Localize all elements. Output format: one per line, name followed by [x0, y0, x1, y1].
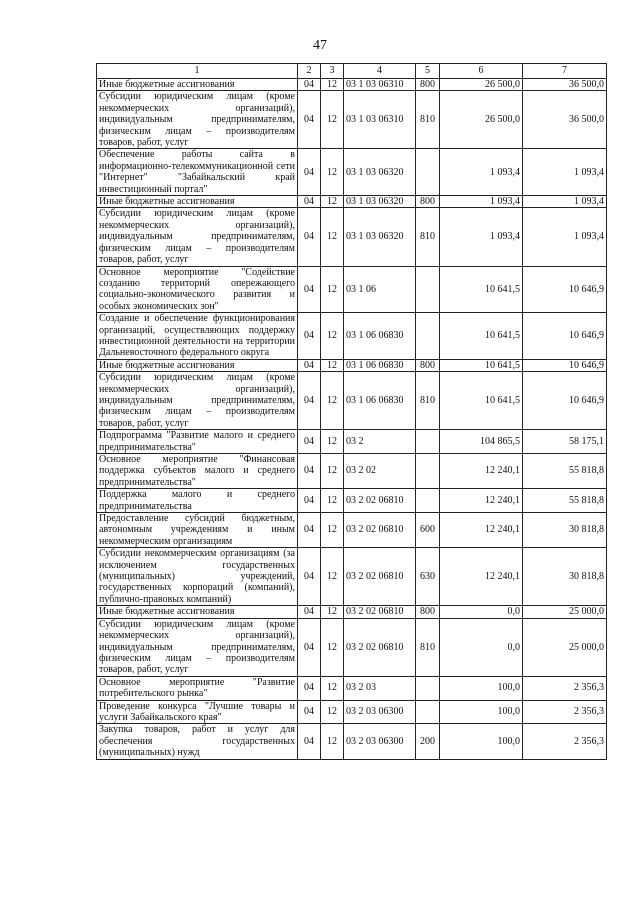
- amount-year-2: 1 093,4: [523, 208, 607, 266]
- target-item-code: 03 2 02 06810: [344, 606, 416, 618]
- amount-year-2: 2 356,3: [523, 676, 607, 700]
- section-code: 04: [298, 489, 321, 513]
- amount-year-2: 1 093,4: [523, 196, 607, 208]
- target-item-code: 03 1 06 06830: [344, 372, 416, 430]
- amount-year-2: 10 646,9: [523, 313, 607, 360]
- column-header: 7: [523, 64, 607, 79]
- item-name: Иные бюджетные ассигнования: [97, 359, 298, 371]
- table-row: [97, 618, 607, 676]
- amount-year-1: 10 641,5: [440, 313, 523, 360]
- section-code: 04: [298, 618, 321, 676]
- subsection-code: 12: [321, 454, 344, 489]
- amount-year-2: 36 500,0: [523, 91, 607, 149]
- amount-year-2: 30 818,8: [523, 548, 607, 606]
- section-code: 04: [298, 676, 321, 700]
- target-item-code: 03 2: [344, 430, 416, 454]
- table-row: [97, 700, 607, 724]
- amount-year-2: 55 818,8: [523, 454, 607, 489]
- table-row: [97, 724, 607, 759]
- table-header-row: [97, 64, 607, 79]
- amount-year-1: 1 093,4: [440, 208, 523, 266]
- table-row: [97, 196, 607, 208]
- target-item-code: 03 2 03: [344, 676, 416, 700]
- target-item-code: 03 1 03 06320: [344, 196, 416, 208]
- budget-table: [96, 63, 607, 760]
- item-name: Иные бюджетные ассигнования: [97, 79, 298, 91]
- amount-year-1: 100,0: [440, 700, 523, 724]
- column-header: 4: [344, 64, 416, 79]
- amount-year-1: 104 865,5: [440, 430, 523, 454]
- table-row: [97, 313, 607, 360]
- section-code: 04: [298, 430, 321, 454]
- amount-year-2: 25 000,0: [523, 618, 607, 676]
- item-name: Создание и обеспечение функционирования организаций, осуществляющих поддержку инвестиционной деятельности на территории Дальневосточного федерального округа: [97, 313, 298, 360]
- expense-type-code: [416, 149, 440, 196]
- subsection-code: 12: [321, 359, 344, 371]
- amount-year-1: 26 500,0: [440, 79, 523, 91]
- amount-year-1: 10 641,5: [440, 372, 523, 430]
- expense-type-code: 810: [416, 208, 440, 266]
- item-name: Закупка товаров, работ и услуг для обеспечения государственных (муниципальных) нужд: [97, 724, 298, 759]
- expense-type-code: [416, 676, 440, 700]
- item-name: Субсидии юридическим лицам (кроме некоммерческих организаций), индивидуальным предпринимателям, физическим лицам – производителям товаров, работ, услуг: [97, 208, 298, 266]
- amount-year-2: 10 646,9: [523, 359, 607, 371]
- expense-type-code: 810: [416, 372, 440, 430]
- section-code: 04: [298, 208, 321, 266]
- amount-year-1: 10 641,5: [440, 359, 523, 371]
- amount-year-1: 100,0: [440, 676, 523, 700]
- subsection-code: 12: [321, 548, 344, 606]
- item-name: Основное мероприятие "Финансовая поддержка субъектов малого и среднего предпринимательства": [97, 454, 298, 489]
- item-name: Основное мероприятие "Развитие потребительского рынка": [97, 676, 298, 700]
- column-header: 2: [298, 64, 321, 79]
- expense-type-code: 630: [416, 548, 440, 606]
- amount-year-1: 12 240,1: [440, 548, 523, 606]
- section-code: 04: [298, 513, 321, 548]
- item-name: Поддержка малого и среднего предпринимательства: [97, 489, 298, 513]
- amount-year-2: 58 175,1: [523, 430, 607, 454]
- section-code: 04: [298, 606, 321, 618]
- amount-year-1: 1 093,4: [440, 149, 523, 196]
- expense-type-code: [416, 430, 440, 454]
- expense-type-code: 600: [416, 513, 440, 548]
- page-number: 47: [313, 38, 327, 53]
- amount-year-2: 25 000,0: [523, 606, 607, 618]
- subsection-code: 12: [321, 266, 344, 313]
- table-row: [97, 149, 607, 196]
- subsection-code: 12: [321, 676, 344, 700]
- expense-type-code: [416, 266, 440, 313]
- expense-type-code: 800: [416, 79, 440, 91]
- item-name: Предоставление субсидий бюджетным, автономным учреждениям и иным некоммерческим организациям: [97, 513, 298, 548]
- subsection-code: 12: [321, 700, 344, 724]
- item-name: Проведение конкурса "Лучшие товары и услуги Забайкальского края": [97, 700, 298, 724]
- section-code: 04: [298, 724, 321, 759]
- subsection-code: 12: [321, 196, 344, 208]
- target-item-code: 03 2 02 06810: [344, 513, 416, 548]
- section-code: 04: [298, 372, 321, 430]
- target-item-code: 03 1 06 06830: [344, 359, 416, 371]
- table-row: [97, 489, 607, 513]
- amount-year-2: 1 093,4: [523, 149, 607, 196]
- amount-year-1: 12 240,1: [440, 513, 523, 548]
- item-name: Субсидии юридическим лицам (кроме некоммерческих организаций), индивидуальным предпринимателям, физическим лицам – производителям товаров, работ, услуг: [97, 91, 298, 149]
- table-row: [97, 676, 607, 700]
- table-row: [97, 91, 607, 149]
- column-header: 5: [416, 64, 440, 79]
- amount-year-2: 36 500,0: [523, 79, 607, 91]
- subsection-code: 12: [321, 313, 344, 360]
- subsection-code: 12: [321, 91, 344, 149]
- subsection-code: 12: [321, 208, 344, 266]
- amount-year-1: 10 641,5: [440, 266, 523, 313]
- item-name: Субсидии юридическим лицам (кроме некоммерческих организаций), индивидуальным предпринимателям, физическим лицам – производителям товаров, работ, услуг: [97, 618, 298, 676]
- table-row: [97, 359, 607, 371]
- expense-type-code: [416, 700, 440, 724]
- amount-year-1: 12 240,1: [440, 489, 523, 513]
- expense-type-code: [416, 454, 440, 489]
- column-header: 1: [97, 64, 298, 79]
- expense-type-code: 800: [416, 606, 440, 618]
- section-code: 04: [298, 548, 321, 606]
- target-item-code: 03 1 03 06320: [344, 208, 416, 266]
- expense-type-code: 810: [416, 91, 440, 149]
- subsection-code: 12: [321, 430, 344, 454]
- target-item-code: 03 2 02: [344, 454, 416, 489]
- table-row: [97, 79, 607, 91]
- item-name: Основное мероприятие "Содействие созданию территорий опережающего социально-экономического развития и особых экономических зон": [97, 266, 298, 313]
- section-code: 04: [298, 91, 321, 149]
- target-item-code: 03 1 06: [344, 266, 416, 313]
- amount-year-2: 10 646,9: [523, 372, 607, 430]
- expense-type-code: [416, 489, 440, 513]
- table-row: [97, 454, 607, 489]
- expense-type-code: 800: [416, 196, 440, 208]
- target-item-code: 03 2 02 06810: [344, 548, 416, 606]
- item-name: Обеспечение работы сайта в информационно-телекоммуникационной сети "Интернет" "Забайкальский край инвестиционный портал": [97, 149, 298, 196]
- section-code: 04: [298, 359, 321, 371]
- amount-year-1: 12 240,1: [440, 454, 523, 489]
- target-item-code: 03 2 03 06300: [344, 724, 416, 759]
- expense-type-code: [416, 313, 440, 360]
- item-name: Иные бюджетные ассигнования: [97, 196, 298, 208]
- table-row: [97, 513, 607, 548]
- subsection-code: 12: [321, 79, 344, 91]
- section-code: 04: [298, 313, 321, 360]
- table-row: [97, 372, 607, 430]
- amount-year-2: 2 356,3: [523, 724, 607, 759]
- subsection-code: 12: [321, 606, 344, 618]
- amount-year-1: 0,0: [440, 618, 523, 676]
- column-header: 6: [440, 64, 523, 79]
- table-row: [97, 548, 607, 606]
- target-item-code: 03 1 03 06320: [344, 149, 416, 196]
- target-item-code: 03 1 03 06310: [344, 79, 416, 91]
- section-code: 04: [298, 454, 321, 489]
- target-item-code: 03 2 02 06810: [344, 489, 416, 513]
- expense-type-code: 800: [416, 359, 440, 371]
- subsection-code: 12: [321, 149, 344, 196]
- subsection-code: 12: [321, 618, 344, 676]
- target-item-code: 03 2 03 06300: [344, 700, 416, 724]
- subsection-code: 12: [321, 724, 344, 759]
- subsection-code: 12: [321, 513, 344, 548]
- item-name: Субсидии некоммерческим организациям (за исключением государственных (муниципальных) учреждений, государственных корпораций (компаний), публично-правовых компаний): [97, 548, 298, 606]
- item-name: Иные бюджетные ассигнования: [97, 606, 298, 618]
- section-code: 04: [298, 79, 321, 91]
- amount-year-1: 1 093,4: [440, 196, 523, 208]
- section-code: 04: [298, 196, 321, 208]
- section-code: 04: [298, 700, 321, 724]
- expense-type-code: 200: [416, 724, 440, 759]
- amount-year-1: 26 500,0: [440, 91, 523, 149]
- section-code: 04: [298, 266, 321, 313]
- item-name: Субсидии юридическим лицам (кроме некоммерческих организаций), индивидуальным предпринимателям, физическим лицам – производителям товаров, работ, услуг: [97, 372, 298, 430]
- amount-year-2: 10 646,9: [523, 266, 607, 313]
- target-item-code: 03 1 03 06310: [344, 91, 416, 149]
- target-item-code: 03 1 06 06830: [344, 313, 416, 360]
- table-row: [97, 208, 607, 266]
- amount-year-1: 0,0: [440, 606, 523, 618]
- subsection-code: 12: [321, 489, 344, 513]
- table-row: [97, 606, 607, 618]
- subsection-code: 12: [321, 372, 344, 430]
- expense-type-code: 810: [416, 618, 440, 676]
- amount-year-2: 55 818,8: [523, 489, 607, 513]
- section-code: 04: [298, 149, 321, 196]
- item-name: Подпрограмма "Развитие малого и среднего предпринимательства": [97, 430, 298, 454]
- table-row: [97, 430, 607, 454]
- target-item-code: 03 2 02 06810: [344, 618, 416, 676]
- table-row: [97, 266, 607, 313]
- amount-year-1: 100,0: [440, 724, 523, 759]
- amount-year-2: 30 818,8: [523, 513, 607, 548]
- column-header: 3: [321, 64, 344, 79]
- table-body: [97, 79, 607, 760]
- amount-year-2: 2 356,3: [523, 700, 607, 724]
